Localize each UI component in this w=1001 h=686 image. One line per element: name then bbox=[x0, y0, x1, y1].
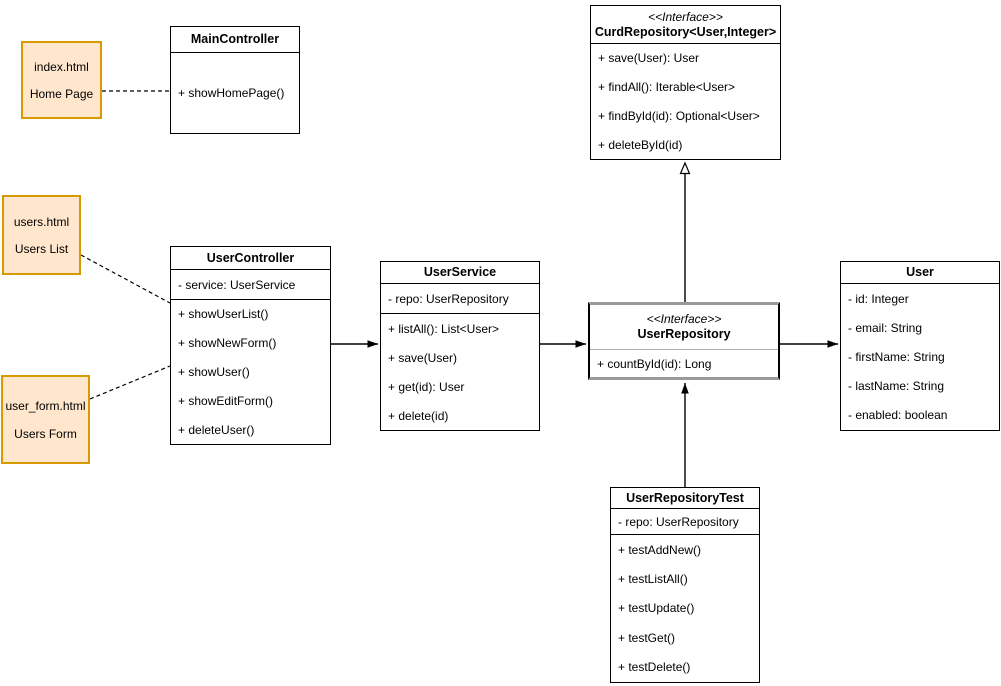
uml-method: + testListAll() bbox=[618, 572, 688, 587]
attributes-section bbox=[841, 284, 999, 430]
uml-method: + findById(id): Optional<User> bbox=[598, 108, 760, 123]
uml-method: + showUser() bbox=[178, 364, 250, 379]
methods-section bbox=[171, 299, 330, 444]
note-file-name: users.html bbox=[13, 214, 70, 229]
uml-attribute: - id: Integer bbox=[848, 291, 909, 306]
stereotype-label: <<Interface>> bbox=[648, 9, 723, 24]
class-title bbox=[591, 6, 780, 44]
class-title bbox=[590, 305, 778, 350]
class-name: User bbox=[906, 265, 934, 279]
class-name: MainController bbox=[190, 32, 280, 46]
class-name: UserRepository bbox=[637, 327, 731, 341]
note-page-label: Users List bbox=[14, 241, 69, 256]
methods-section bbox=[590, 350, 778, 377]
note-user-form-html[interactable] bbox=[1, 375, 90, 464]
class-name: UserRepositoryTest bbox=[626, 490, 744, 505]
class-title bbox=[171, 247, 330, 270]
class-title bbox=[381, 262, 539, 284]
edge-users-usercontroller bbox=[81, 255, 170, 303]
uml-method: + testAddNew() bbox=[618, 542, 702, 557]
class-name: CurdRepository<User,Integer> bbox=[594, 24, 777, 39]
class-user[interactable] bbox=[840, 261, 1000, 431]
attributes-section bbox=[381, 284, 539, 313]
uml-attribute: - enabled: boolean bbox=[848, 408, 948, 423]
uml-method: + testUpdate() bbox=[618, 601, 695, 616]
uml-attribute: - firstName: String bbox=[848, 349, 945, 364]
uml-method: + showUserList() bbox=[178, 307, 269, 322]
uml-attribute: - repo: UserRepository bbox=[618, 514, 739, 529]
uml-method: + testDelete() bbox=[618, 660, 691, 675]
uml-attribute: - lastName: String bbox=[848, 379, 945, 394]
methods-section bbox=[611, 534, 759, 682]
uml-attribute: - repo: UserRepository bbox=[388, 291, 509, 306]
uml-method: + delete(id) bbox=[388, 408, 449, 423]
class-title bbox=[841, 262, 999, 284]
note-page-label: Home Page bbox=[29, 86, 94, 101]
methods-section bbox=[381, 313, 539, 430]
interface-curdrepository[interactable] bbox=[590, 5, 781, 160]
uml-method: + showHomePage() bbox=[178, 86, 285, 100]
uml-method: + testGet() bbox=[618, 630, 676, 645]
class-title bbox=[171, 27, 299, 53]
note-users-html[interactable] bbox=[2, 195, 81, 275]
attributes-section bbox=[171, 270, 330, 299]
attributes-section bbox=[611, 509, 759, 534]
note-file-name: user_form.html bbox=[5, 398, 86, 413]
edge-userform-usercontroller bbox=[90, 366, 170, 399]
interface-userrepository[interactable] bbox=[588, 302, 780, 380]
uml-method: + countById(id): Long bbox=[597, 356, 712, 371]
class-maincontroller[interactable] bbox=[170, 26, 300, 134]
class-userservice[interactable] bbox=[380, 261, 540, 431]
class-name: UserService bbox=[423, 265, 497, 279]
class-usercontroller[interactable] bbox=[170, 246, 331, 445]
uml-method: + get(id): User bbox=[388, 379, 465, 394]
uml-method: + listAll(): List<User> bbox=[388, 321, 500, 336]
uml-method: + showNewForm() bbox=[178, 336, 277, 351]
note-file-name: index.html bbox=[34, 59, 89, 74]
uml-attribute: - service: UserService bbox=[178, 277, 296, 292]
stereotype-label: <<Interface>> bbox=[646, 312, 722, 326]
uml-method: + findAll(): Iterable<User> bbox=[598, 80, 736, 95]
methods-section bbox=[171, 53, 299, 133]
uml-method: + save(User) bbox=[388, 350, 458, 365]
note-page-label: Users Form bbox=[14, 426, 77, 441]
note-index-html[interactable] bbox=[21, 41, 102, 119]
uml-method: + deleteUser() bbox=[178, 422, 255, 437]
uml-method: + save(User): User bbox=[598, 51, 700, 66]
methods-section bbox=[591, 44, 780, 159]
class-title bbox=[611, 488, 759, 509]
uml-method: + deleteById(id) bbox=[598, 137, 683, 152]
uml-attribute: - email: String bbox=[848, 320, 923, 335]
class-userrepositorytest[interactable] bbox=[610, 487, 760, 683]
class-name: UserController bbox=[206, 250, 295, 265]
uml-method: + showEditForm() bbox=[178, 393, 274, 408]
